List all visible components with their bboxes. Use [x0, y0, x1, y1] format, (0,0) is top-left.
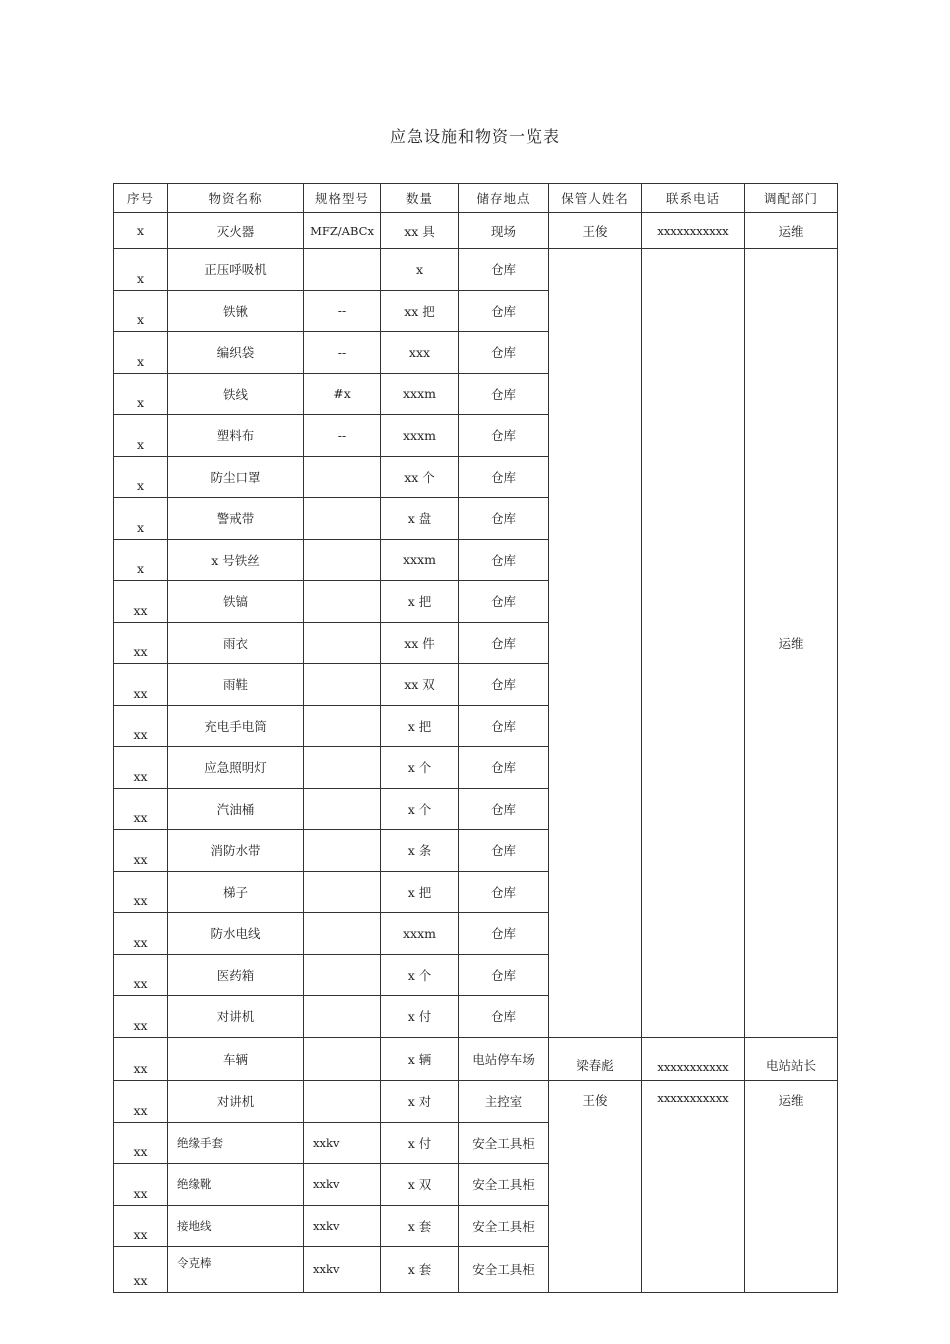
header-cell: 保管人姓名 [549, 184, 642, 213]
supplies-table [113, 183, 838, 1293]
phone-cell: xxxxxxxxxxx [642, 213, 745, 249]
location-cell: 安全工具柜 [459, 1205, 549, 1247]
seq-cell: xx [114, 1037, 168, 1081]
name-cell: 车辆 [168, 1037, 304, 1081]
location-cell: 仓库 [459, 705, 549, 747]
dept-cell: 电站站长 [745, 1037, 838, 1081]
seq-cell: x [114, 213, 168, 249]
qty-cell: x 把 [381, 705, 459, 747]
dept-cell: 运维 [745, 213, 838, 249]
keeper-cell [549, 249, 642, 1038]
spec-cell: MFZ/ABCx [304, 213, 381, 249]
header-cell: 数量 [381, 184, 459, 213]
name-cell: 防尘口罩 [168, 456, 304, 498]
spec-cell [304, 1081, 381, 1123]
qty-cell: x 双 [381, 1164, 459, 1206]
spec-cell [304, 705, 381, 747]
spec-cell [304, 996, 381, 1038]
spec-cell: xxkv [304, 1122, 381, 1164]
spec-cell: -- [304, 415, 381, 457]
location-cell: 仓库 [459, 996, 549, 1038]
name-cell: 医药箱 [168, 954, 304, 996]
seq-cell: xx [114, 913, 168, 955]
seq-cell: xx [114, 788, 168, 830]
seq-cell: xx [114, 747, 168, 789]
name-cell: 对讲机 [168, 1081, 304, 1123]
location-cell: 现场 [459, 213, 549, 249]
location-cell: 电站停车场 [459, 1037, 549, 1081]
spec-cell [304, 664, 381, 706]
location-cell: 仓库 [459, 456, 549, 498]
name-cell: 警戒带 [168, 498, 304, 540]
name-cell: 令克棒 [168, 1247, 304, 1293]
qty-cell: x 把 [381, 581, 459, 623]
location-cell: 仓库 [459, 332, 549, 374]
location-cell: 仓库 [459, 954, 549, 996]
seq-cell: xx [114, 830, 168, 872]
name-cell: 铁线 [168, 373, 304, 415]
qty-cell: xxxm [381, 539, 459, 581]
name-cell: 铁锹 [168, 290, 304, 332]
spec-cell [304, 954, 381, 996]
spec-cell: xxkv [304, 1247, 381, 1293]
spec-cell [304, 456, 381, 498]
name-cell: 塑料布 [168, 415, 304, 457]
location-cell: 安全工具柜 [459, 1122, 549, 1164]
name-cell: 雨衣 [168, 622, 304, 664]
qty-cell: x 个 [381, 747, 459, 789]
name-cell: 编织袋 [168, 332, 304, 374]
header-cell: 规格型号 [304, 184, 381, 213]
location-cell: 仓库 [459, 498, 549, 540]
spec-cell [304, 830, 381, 872]
name-cell: 应急照明灯 [168, 747, 304, 789]
phone-cell [642, 249, 745, 1038]
seq-cell: xx [114, 1205, 168, 1247]
name-cell: 灭火器 [168, 213, 304, 249]
phone-cell: xxxxxxxxxxx [642, 1037, 745, 1081]
keeper-cell: 王俊 [549, 1081, 642, 1293]
name-cell: 正压呼吸机 [168, 249, 304, 291]
qty-cell: x 对 [381, 1081, 459, 1123]
header-cell: 物资名称 [168, 184, 304, 213]
header-cell: 序号 [114, 184, 168, 213]
spec-cell: -- [304, 332, 381, 374]
seq-cell: x [114, 290, 168, 332]
location-cell: 仓库 [459, 581, 549, 623]
qty-cell: x 辆 [381, 1037, 459, 1081]
qty-cell: xx 双 [381, 664, 459, 706]
seq-cell: x [114, 456, 168, 498]
name-cell: 充电手电筒 [168, 705, 304, 747]
seq-cell: xx [114, 1164, 168, 1206]
qty-cell: xxx [381, 332, 459, 374]
qty-cell: xx 件 [381, 622, 459, 664]
header-row [114, 184, 838, 213]
qty-cell: x 盘 [381, 498, 459, 540]
spec-cell [304, 539, 381, 581]
qty-cell: xx 把 [381, 290, 459, 332]
spec-cell [304, 871, 381, 913]
seq-cell: x [114, 539, 168, 581]
table-row [114, 213, 838, 249]
qty-cell: x 个 [381, 954, 459, 996]
location-cell: 仓库 [459, 747, 549, 789]
qty-cell: xxxm [381, 913, 459, 955]
seq-cell: xx [114, 871, 168, 913]
table-row [114, 1037, 838, 1081]
spec-cell [304, 1037, 381, 1081]
seq-cell: x [114, 415, 168, 457]
qty-cell: xxxm [381, 373, 459, 415]
spec-cell: -- [304, 290, 381, 332]
seq-cell: x [114, 498, 168, 540]
seq-cell: x [114, 249, 168, 291]
qty-cell: x [381, 249, 459, 291]
location-cell: 仓库 [459, 249, 549, 291]
spec-cell [304, 581, 381, 623]
header-cell: 储存地点 [459, 184, 549, 213]
location-cell: 仓库 [459, 539, 549, 581]
qty-cell: x 个 [381, 788, 459, 830]
qty-cell: x 付 [381, 1122, 459, 1164]
location-cell: 安全工具柜 [459, 1247, 549, 1293]
page-title: 应急设施和物资一览表 [389, 127, 560, 146]
location-cell: 仓库 [459, 290, 549, 332]
spec-cell: #x [304, 373, 381, 415]
name-cell: 绝缘靴 [168, 1164, 304, 1206]
qty-cell: xx 具 [381, 213, 459, 249]
name-cell: 接地线 [168, 1205, 304, 1247]
name-cell: 雨鞋 [168, 664, 304, 706]
qty-cell: x 付 [381, 996, 459, 1038]
dept-cell: 运维 [745, 249, 838, 1038]
qty-cell: xx 个 [381, 456, 459, 498]
name-cell: 铁镐 [168, 581, 304, 623]
spec-cell [304, 788, 381, 830]
seq-cell: xx [114, 996, 168, 1038]
name-cell: 消防水带 [168, 830, 304, 872]
table-row [114, 249, 838, 291]
spec-cell: xxkv [304, 1205, 381, 1247]
seq-cell: x [114, 373, 168, 415]
location-cell: 仓库 [459, 871, 549, 913]
seq-cell: xx [114, 1122, 168, 1164]
keeper-cell: 王俊 [549, 213, 642, 249]
location-cell: 仓库 [459, 913, 549, 955]
spec-cell [304, 498, 381, 540]
spec-cell: xxkv [304, 1164, 381, 1206]
seq-cell: xx [114, 581, 168, 623]
dept-cell: 运维 [745, 1081, 838, 1293]
seq-cell: xx [114, 664, 168, 706]
name-cell: 对讲机 [168, 996, 304, 1038]
location-cell: 安全工具柜 [459, 1164, 549, 1206]
location-cell: 主控室 [459, 1081, 549, 1123]
name-cell: 汽油桶 [168, 788, 304, 830]
qty-cell: x 套 [381, 1205, 459, 1247]
phone-cell: xxxxxxxxxxx [642, 1081, 745, 1293]
location-cell: 仓库 [459, 788, 549, 830]
name-cell: 梯子 [168, 871, 304, 913]
spec-cell [304, 747, 381, 789]
qty-cell: x 条 [381, 830, 459, 872]
location-cell: 仓库 [459, 373, 549, 415]
keeper-cell: 梁春彪 [549, 1037, 642, 1081]
header-cell: 联系电话 [642, 184, 745, 213]
name-cell: 防水电线 [168, 913, 304, 955]
spec-cell [304, 622, 381, 664]
name-cell: 绝缘手套 [168, 1122, 304, 1164]
location-cell: 仓库 [459, 622, 549, 664]
qty-cell: xxxm [381, 415, 459, 457]
table-row [114, 1081, 838, 1123]
seq-cell: xx [114, 705, 168, 747]
header-cell: 调配部门 [745, 184, 838, 213]
spec-cell [304, 249, 381, 291]
location-cell: 仓库 [459, 415, 549, 457]
qty-cell: x 套 [381, 1247, 459, 1293]
name-cell: x 号铁丝 [168, 539, 304, 581]
seq-cell: xx [114, 1081, 168, 1123]
location-cell: 仓库 [459, 664, 549, 706]
seq-cell: xx [114, 622, 168, 664]
spec-cell [304, 913, 381, 955]
seq-cell: xx [114, 1247, 168, 1293]
seq-cell: x [114, 332, 168, 374]
seq-cell: xx [114, 954, 168, 996]
qty-cell: x 把 [381, 871, 459, 913]
location-cell: 仓库 [459, 830, 549, 872]
